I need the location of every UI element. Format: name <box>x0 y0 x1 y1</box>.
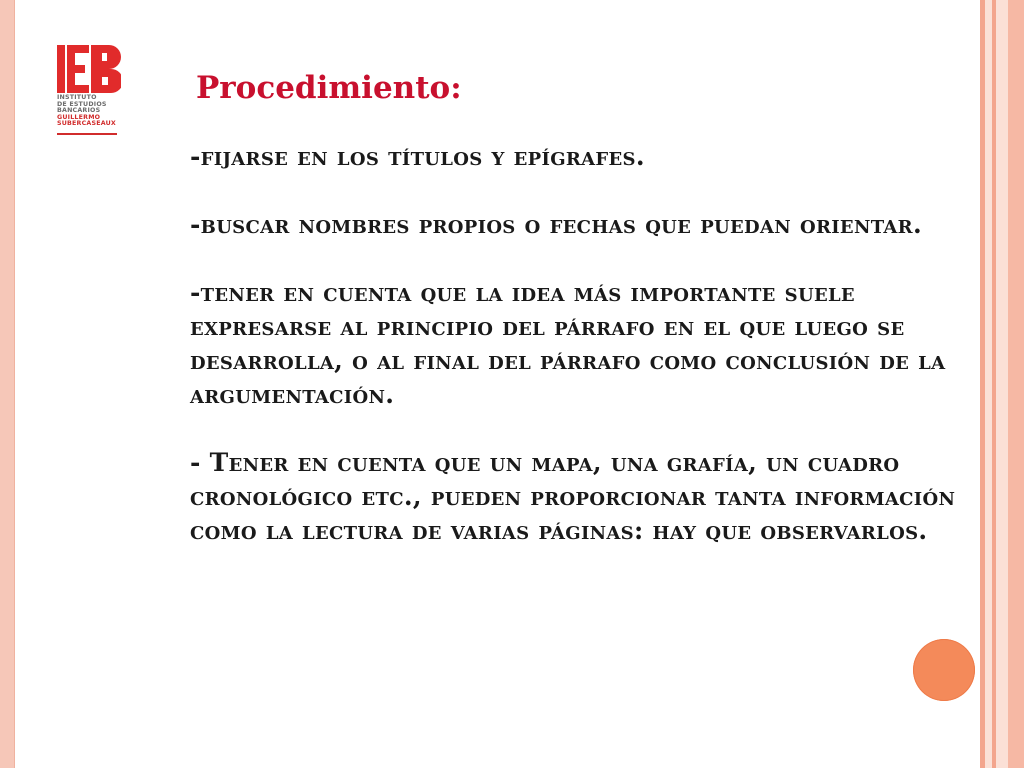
logo-line: DE ESTUDIOS <box>57 100 107 108</box>
logo-line: GUILLERMO <box>57 113 101 121</box>
logo-mark-icon <box>57 45 121 93</box>
left-border-decoration <box>0 0 15 768</box>
logo-line: INSTITUTO <box>57 94 97 101</box>
paragraph-4: - Tener en cuenta que un mapa, una grafía, un cuadro cronológico etc., pueden proporcionar tanta información como la lectura de varias páginas: hay que observarlos. <box>190 448 956 545</box>
logo-text <box>57 95 121 128</box>
logo-underline <box>57 133 117 135</box>
paragraph-3: -tener en cuenta que la idea más importante suele expresarse al principio del párrafo en el que luego se desarrolla, o al final del párrafo como conclusión de la argumentación. <box>190 278 946 409</box>
institute-logo <box>57 45 121 140</box>
logo-line: BANCARIOS <box>57 107 101 115</box>
logo-line: SUBERCASEAUX <box>57 120 116 128</box>
paragraph-2: -buscar nombres propios o fechas que puedan orientar. <box>190 210 922 239</box>
slide-body <box>190 140 960 582</box>
slide-title: Procedimiento: <box>196 70 462 106</box>
decorative-circle <box>913 639 975 701</box>
paragraph-1: -fijarse en los títulos y epígrafes. <box>190 142 645 171</box>
right-border-decoration <box>978 0 1024 768</box>
